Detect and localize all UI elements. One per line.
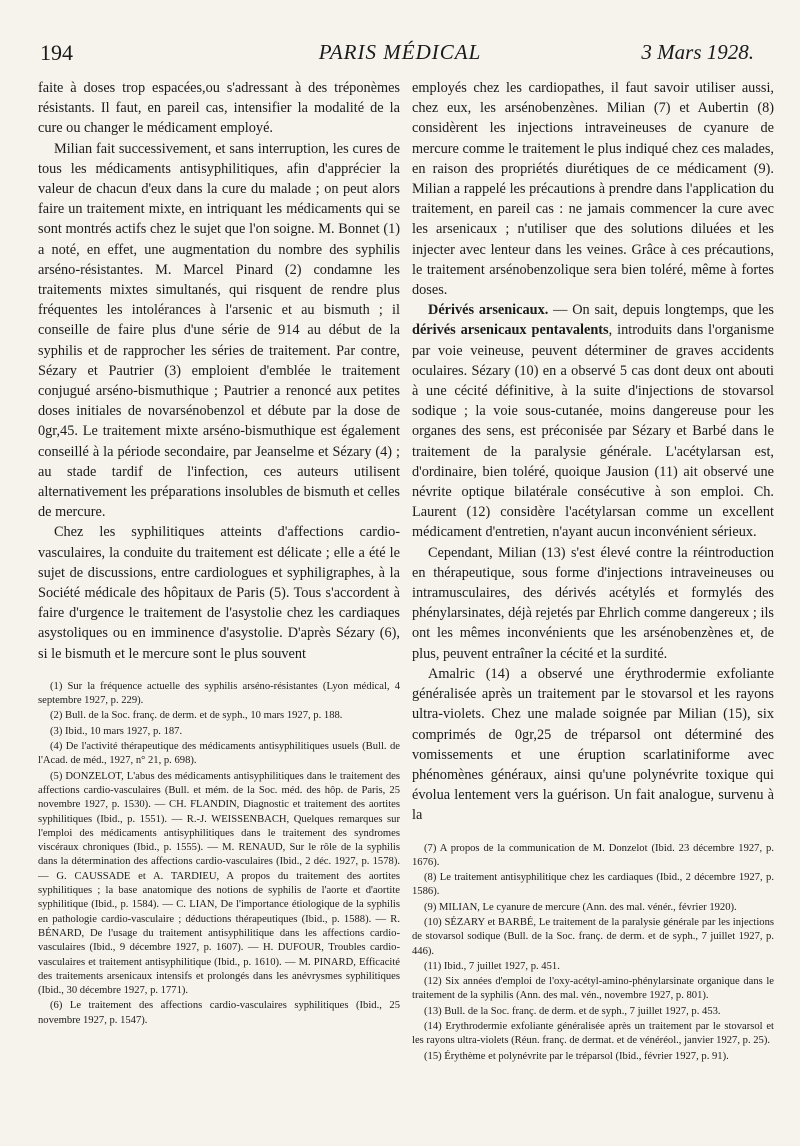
footnote-12: (12) Six années d'emploi de l'oxy-acétyl-amino-phénylarsinate organique dans le traitement de la syphilis (Ann. des mal. vén., novembre 1927, p. 801). [412,976,774,1002]
footnote-2: (2) Bull. de la Soc. franç. de derm. et de syph., 10 mars 1927, p. 188. [50,710,343,722]
footnote-3: (3) Ibid., 10 mars 1927, p. 187. [50,725,183,737]
footnote-14: (14) Erythrodermie exfoliante généralisée après un traitement par le stovarsol et les rayons ultra-violets (Réun. franç. de dermat. et de vénéréol., janvier 1927, p. 25). [412,1021,774,1047]
right-paragraph-4: Amalric (14) a observé une érythrodermie exfoliante généralisée après un traitement par le stovarsol et les rayons ultra-violets. Chez une malade soignée par Milian (15), six comprimés de 0gr,25 de tréparsol ont déterminé des vomissements et une éruption scarlatiniforme avec phénomènes généraux, ainsi qu'une polynévrite toxique qui évolua lentement vers la guérison. Un fait analogue, survenu à la [412,665,774,824]
footnote-13: (13) Bull. de la Soc. franç. de derm. et de syph., 7 juillet 1927, p. 453. [424,1005,721,1017]
footnote-1: (1) Sur la fréquence actuelle des syphilis arséno-résistantes (Lyon médical, 4 septembre 1927, p. 229). [38,680,400,707]
footnote-6: (6) Le traitement des affections cardio-vasculaires syphilitiques (Ibid., 25 novembre 1927, p. 1547). [38,1000,400,1026]
footnote-11: (11) Ibid., 7 juillet 1927, p. 451. [424,960,560,972]
right-paragraph-2 [412,300,774,542]
left-paragraph-2: Milian fait successivement, et sans interruption, les cures de tous les médicaments antisyphilitiques, afin d'apprécier la valeur de chacun d'eux dans la cure du malade ; on peut alors faire un traitement mixte, en intriquant les médicaments qui se sont montrés actifs chez le sujet que l'on soigne. M. Bonnet (1) a noté, en effet, une augmentation du nombre des syphilis arséno-résistantes. M. Marcel Pinard (2) condamne les traitements mixtes simultanés, qui risquent de rendre plus fréquentes les intolérances à l'arsenic et au bismuth ; il conseille de faire plus d'une série de 914 au début de la syphilis et de rapprocher les séries de traitement. Par contre, Sézary et Pautrier (3) emploient d'emblée le traitement conjugué arséno-bismuthique ; Pautrier a renoncé aux petites doses initiales de novarsénobenzol et débute par la dose de 0gr,45. Le traitement mixte arséno-bismuthique est également conseillé à la période secondaire, par Jeanselme et Sézary (4) ; au stade tardif de l'infection, ces auteurs utilisent alternativement les préparations insolubles de bismuth et celles de mercure. [38,140,400,521]
right-column [412,78,774,1065]
left-footnotes [38,680,400,1028]
journal-title: PARIS MÉDICAL [318,40,482,64]
right-footnotes [412,842,774,1064]
right-paragraph-1: employés chez les cardiopathes, il faut savoir utiliser aussi, chez eux, les arsénobenzènes. Milian (7) et Aubertin (8) considèrent les injections intraveineuses de cyanure de mercure comme le traitement le plus indiqué chez ces malades, en raison des propriétés diurétiques de ce médicament (9). Milian a rappelé les précautions à prendre dans l'application du traitement, en pareil cas : ne jamais commencer la cure avec les arsenicaux ; n'utiliser que des solutions diluées et les injecter avec lenteur dans les veines. Grâce à ces précautions, le traitement arsénobenzolique sera bien toléré, même à fortes doses. [412,80,774,299]
right-paragraph-2-part-a: — On sait, depuis longtemps, que les [548,302,774,319]
footnote-7: (7) A propos de la communication de M. Donzelot (Ibid. 23 décembre 1927, p. 1676). [412,842,774,868]
running-header [0,40,800,70]
left-paragraph-3: Chez les syphilitiques atteints d'affections cardio-vasculaires, la conduite du traitement est délicate ; elle a été le sujet de discussions, entre cardiologues et syphiligraphes, à la Société médicale des hôpitaux de Paris (5). Tous s'accordent à faire d'urgence le traitement de l'asystolie chez les cardiaques asystoliques ou en imminence d'asystolie. D'après Sézary (6), si le bismuth et le mercure sont le plus souvent [38,524,400,662]
section-heading-derives-arsenicaux: Dérivés arsenicaux. [428,302,549,319]
footnote-15: (15) Érythème et polynévrite par le tréparsol (Ibid., février 1927, p. 91). [424,1050,729,1062]
footnote-9: (9) MILIAN, Le cyanure de mercure (Ann. des mal. vénér., février 1920). [424,901,737,913]
left-paragraph-1: faite à doses trop espacées,ou s'adressant à des tréponèmes résistants. Il faut, en pareil cas, intensifier la modalité de la cure ou changer le médicament employé. [38,80,400,137]
left-column [38,78,400,1029]
page-number: 194 [40,40,73,65]
issue-date: 3 Mars 1928. [641,40,754,64]
bold-term-pentavalents: dérivés arsenicaux pentavalents [412,322,609,339]
right-paragraph-3: Cependant, Milian (13) s'est élevé contre la réintroduction en thérapeutique, sous forme d'injections intraveineuses ou intramusculaires, des dérivés acétylés et formylés des phénylarsinates, déjà rejetés par Ehrlich comme dangereux ; ils ont les mêmes inconvénients que les arsénobenzènes et, de plus, peuvent entraîner la cécité et la surdité. [412,544,774,662]
right-paragraph-2-part-b: , introduits dans l'organisme par voie veineuse, peuvent déterminer de graves accidents oculaires. Sézary (10) en a observé 5 cas dont deux ont abouti à une cécité définitive, à la suite d'injections de stovarsol sodique ; la voie sous-cutanée, moins dangereuse pour les organes des sens, est préconisée par Sézary et Barbé dans le traitement de la paralysie générale. L'acétylarsan est, d'ordinaire, bien toléré, quoique Jausion (11) ait observé une névrite optique bilatérale consécutive à son emploi. Ch. Laurent (12) considère l'acétylarsan comme un excellent médicament d'entretien, n'ayant aucun inconvénient sérieux. [412,322,774,541]
footnote-5: (5) DONZELOT, L'abus des médicaments antisyphilitiques dans le traitement des affections cardio-vasculaires (Bull. et mém. de la Soc. méd. des hôp. de Paris, 25 novembre 1927, p. 1530). — CH. FLANDIN, Diagnostic et traitement des aortites syphilitiques (Ibid., p. 1551). — R.-J. WEISSENBACH, Quelques remarques sur l'emploi des médicaments antisyphilitiques dans le traitement des syndromes viscéraux chroniques (Ibid., p. 1555). — M. RENAUD, Sur le rôle de la syphilis dans la détermination des affections cardio-vasculaires (Ibid., 2 déc. 1927, p. 1578). — G. CAUSSADE et A. TARDIEU, A propos du traitement des aortites syphilitiques ; la base anatomique des notions de syphilis de l'aorte et d'aortite syphilitique (Ibid., p. 1584). — C. LIAN, De l'importance étiologique de la syphilis en pathologie cardio-vasculaire ; déductions thérapeutiques (Ibid., p. 1588). — R. BÉNARD, De l'usage du traitement antisyphilitique dans les affections cardio-vasculaires (Ibid., 9 décembre 1927, p. 1607). — H. DUFOUR, Troubles cardio-vasculaires et traitement antisyphilitique (Ibid., p. 1610). — M. PINARD, Efficacité des traitements arsenicaux intensifs et prolongés dans les anévrysmes syphilitiques (Ibid., 30 décembre 1927, p. 1771). [38,770,400,997]
footnote-8: (8) Le traitement antisyphilitique chez les cardiaques (Ibid., 2 décembre 1927, p. 1586). [412,872,774,898]
footnote-4: (4) De l'activité thérapeutique des médicaments antisyphilitiques usuels (Bull. de l'Acad. de méd., 1927, n° 21, p. 698). [38,741,400,767]
footnote-10: (10) SÉZARY et BARBÉ, Le traitement de la paralysie générale par les injections de stovarsol sodique (Bull. de la Soc. franç. de derm. et de syph., 7 juillet 1927, p. 446). [412,917,774,957]
